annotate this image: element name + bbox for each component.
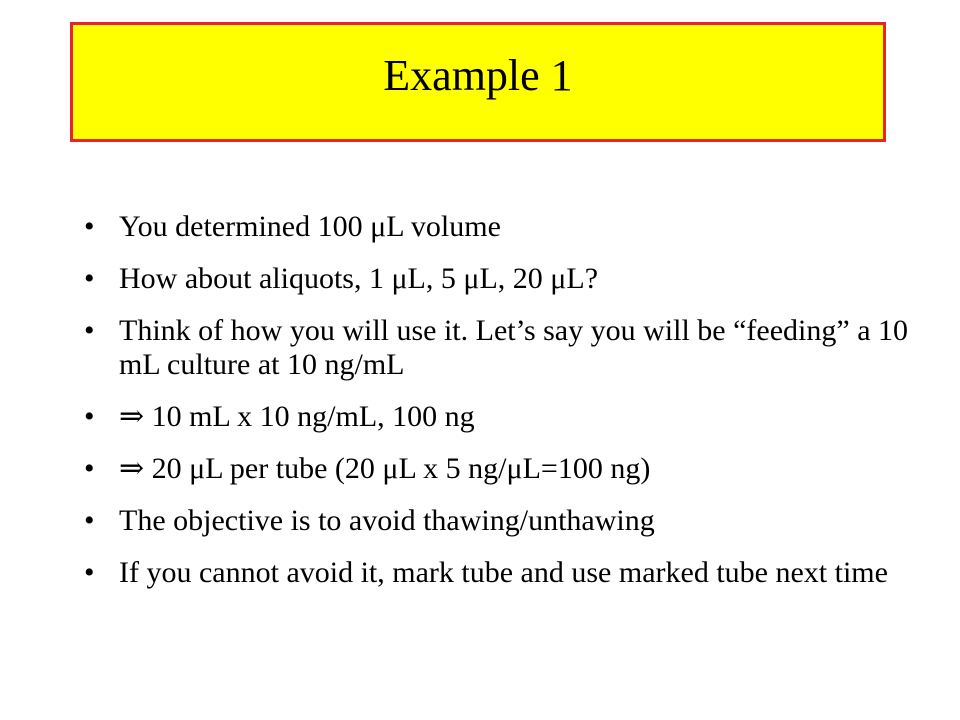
bullet-text: ⇒ 10 mL x 10 ng/mL, 100 ng <box>119 400 475 433</box>
bullet-icon: • <box>84 262 95 295</box>
bullet-list <box>84 210 944 608</box>
bullet-text: If you cannot avoid it, mark tube and use marked tube next time <box>119 556 888 589</box>
bullet-text: ⇒ 20 μL per tube (20 μL x 5 ng/μL=100 ng) <box>119 452 651 485</box>
bullet-icon: • <box>84 400 95 433</box>
bullet-text: How about aliquots, 1 μL, 5 μL, 20 μL? <box>119 262 599 295</box>
bullet-icon: • <box>84 452 95 485</box>
bullet-text: The objective is to avoid thawing/unthawing <box>119 504 655 537</box>
bullet-text: Think of how you will use it. Let’s say you will be “feeding” a 10 mL culture at 10 ng/mL <box>119 314 909 381</box>
title-banner <box>70 22 886 142</box>
bullet-item <box>84 504 944 538</box>
bullet-item <box>84 210 944 244</box>
bullet-icon: • <box>84 504 95 537</box>
bullet-item <box>84 262 944 296</box>
slide-title: Example 1 <box>383 51 573 100</box>
bullet-item <box>84 400 944 434</box>
bullet-item <box>84 314 944 382</box>
bullet-text: You determined 100 μL volume <box>119 210 501 243</box>
bullet-item <box>84 452 944 486</box>
bullet-icon: • <box>84 314 95 347</box>
bullet-icon: • <box>84 210 95 243</box>
bullet-item <box>84 556 944 590</box>
bullet-icon: • <box>84 556 95 589</box>
